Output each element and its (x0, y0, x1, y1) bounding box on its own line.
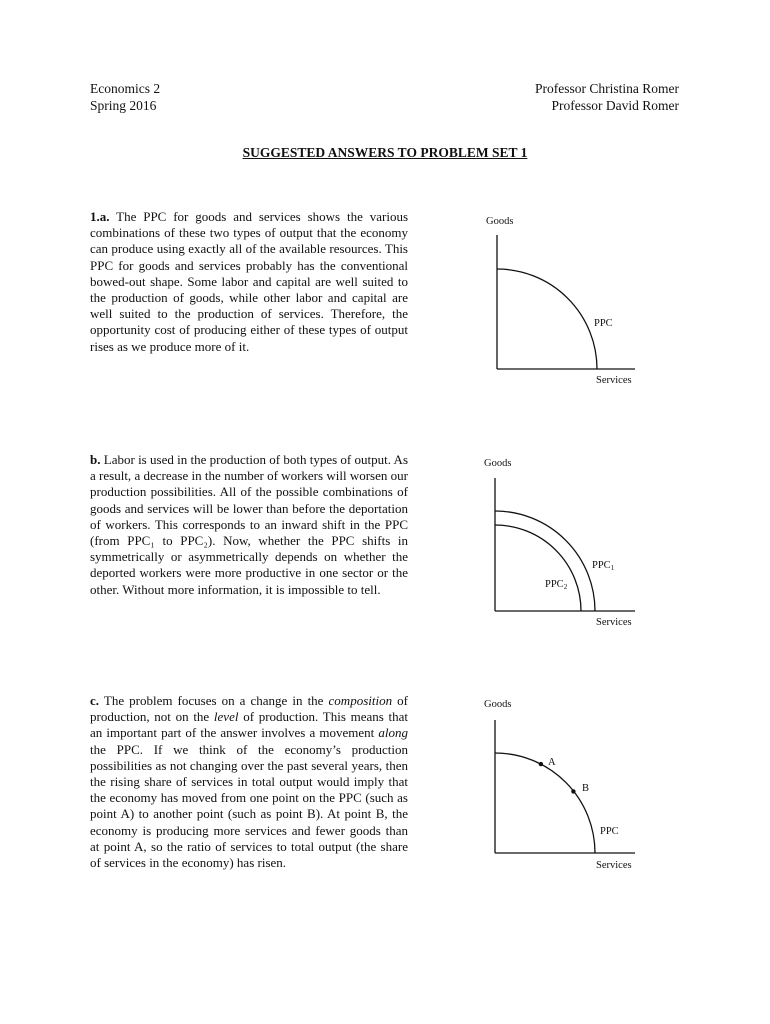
answer-1b-label: b. (90, 452, 101, 467)
point-a-label: A (548, 757, 556, 768)
professor-1: Professor Christina Romer (535, 81, 679, 96)
point-b-marker (571, 789, 575, 793)
course-name: Economics 2 (90, 81, 161, 96)
answer-1a-text: The PPC for goods and services shows the various combinations of these two types of output that the economy can produce using exactly all of the available resources. This PPC for goods and services probably has the conventional bowed-out shape. Some labor and capital are well suited to the production of goods, while other labor and capital are well suited to the production of services. Therefore, the opportunity cost of producing either of these types of output rises as we produce more of it. (90, 209, 408, 354)
y-axis-label: Goods (484, 699, 512, 710)
ppc-label: PPC (600, 826, 619, 837)
ppc2-label: PPC2 (545, 579, 568, 591)
x-axis-label: Services (596, 860, 632, 871)
figure-ppc-movement (470, 690, 650, 880)
answer-1c: c. The problem focuses on a change in the composition of production, not on the level of production. This means that an important part of the answer involves a movement along the PPC. If we think of the economy’s production possibilities as not changing over the past several years, then the rising share of services in total output would imply that the economy has moved from one point on the PPC (such as point A) to another point (such as point B). At point B, the economy is producing more services and fewer goods than at point A, so the ratio of services to total output (the share of services in the economy) has risen. (90, 693, 409, 871)
emphasis-along: along (378, 725, 408, 741)
figure-ppc (470, 205, 650, 395)
answer-1c-label: c. (90, 693, 100, 708)
emphasis-composition: composition (328, 693, 393, 708)
ppc-label: PPC (594, 318, 613, 329)
answer-1b (90, 452, 408, 598)
y-axis-label: Goods (486, 216, 514, 227)
header-left (90, 80, 160, 114)
answer-1a (90, 209, 408, 355)
point-b-label: B (582, 783, 590, 794)
professor-2: Professor David Romer (551, 98, 679, 113)
header-right (535, 80, 679, 114)
x-axis-label: Services (596, 375, 632, 386)
ppc-curve (495, 753, 595, 853)
y-axis-label: Goods (484, 458, 512, 469)
emphasis-level: level (213, 709, 239, 725)
answer-1a-label: 1.a. (90, 209, 110, 224)
ppc2-curve (495, 525, 581, 611)
term: Spring 2016 (90, 98, 157, 113)
x-axis-label: Services (596, 617, 632, 628)
ppc-curve (497, 269, 597, 369)
figure-ppc-shift (470, 448, 650, 638)
point-a-marker (539, 762, 543, 766)
answer-1b-text: Labor is used in the production of both types of output. As a result, a decrease in the number of workers will worsen our production possibilities. All of the possible combinations of goods and services will be lower than before the deportation of workers. This corresponds to an inward shift in the PPC (from PPC₁ to PPC₂). Now, whether the PPC shifts in symmetrically or asymmetrically depends on whether the deported workers were more productive in one sector or the other. Without more information, it is impossible to tell. (90, 452, 409, 597)
document-title: SUGGESTED ANSWERS TO PROBLEM SET 1 (242, 145, 528, 160)
ppc1-label: PPC1 (592, 560, 615, 572)
